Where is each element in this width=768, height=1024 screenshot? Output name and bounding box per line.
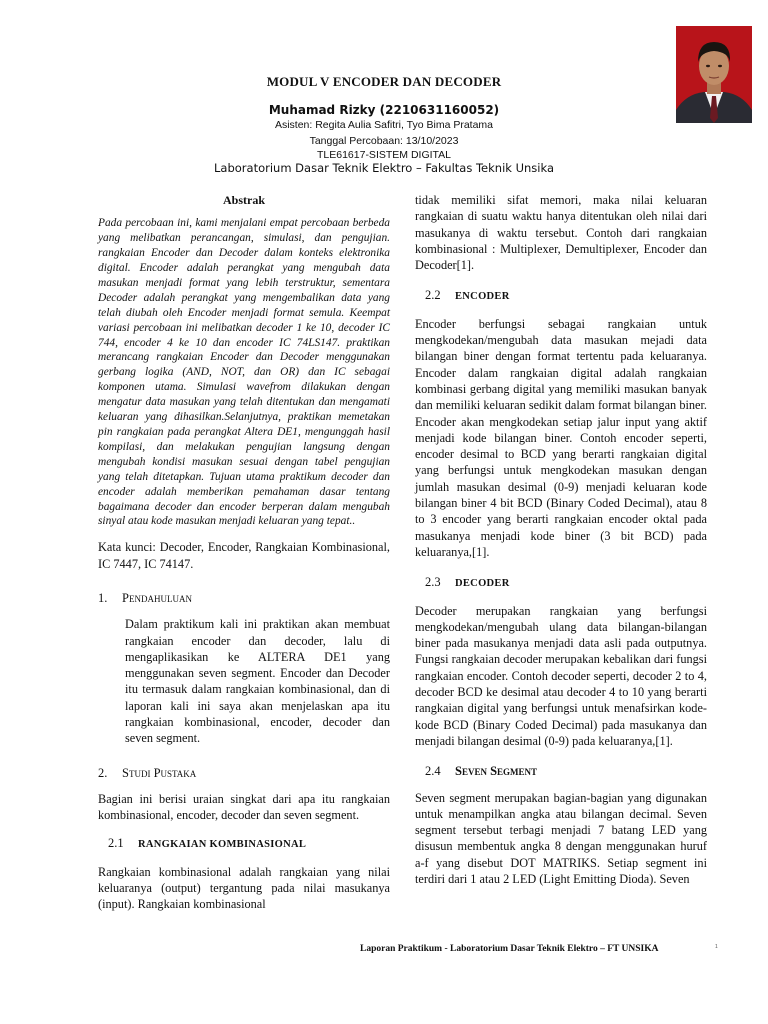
section-number: 1. — [98, 590, 108, 605]
date-line: Tanggal Percobaan: 13/10/2023 — [309, 135, 459, 147]
page-footer: Laporan Praktikum - Laboratorium Dasar Teknik Elektro – FT UNSIKA — [360, 944, 659, 954]
course-line: TLE61617-SISTEM DIGITAL — [316, 149, 452, 161]
abstract-text: Pada percobaan ini, kami menjalani empat percobaan berbeda yang melibatkan perancangan, simulasi, dan pengujian. rangkaian Encoder dan Decoder dalam konteks elektronika digital. Encoder adalah perangkat yang mengubah data masukan menjadi format yang lebih terstruktur, sementara Decoder adalah perangkat yang mengembalikan data yang telah diubah oleh Encoder menjadi format semula. Keempat variasi percobaan ini melibatkan decoder 1 ke 10, decoder IC 744, encoder 4 ke 10 dan encoder IC 74LS147. praktikan merancang rangkaian Encoder dan Decoder menggunakan gerbang logika (AND, NOT, dan OR) dan IC sebagai komponen utama. Simulasi wavefrom dilakukan dengan mengatur data masukan yang telah ditentukan dan mengamati keluaran yang dihasilkan.Selanjutnya, praktikan memetakan pin rangkaian pada perangkat Altera DE1, mengunggah hasil kompilasi, dan melakukan pengujian langsung dengan mengubah kondisi masukan sesuai dengan tabel pengujian yang telah ditetapkan. Tujuan utama praktikum decoder dan encoder adalah memberikan pemahaman dasar tentang bagaimana decoder dan encoder berperan dalam mengubah sinyal atau kode masukan menjadi keluaran yang tepat.. — [98, 217, 390, 528]
subsection-number: 2.2 — [425, 288, 441, 303]
subsection-title: RANGKAIAN KOMBINASIONAL — [138, 839, 307, 851]
section-2-1-heading — [98, 835, 390, 853]
assistant-line: Asisten: Regita Aulia Safitri, Tyo Bima Pratama — [274, 119, 494, 131]
section-2-2-heading — [415, 287, 707, 305]
lab-affiliation: Laboratorium Dasar Teknik Elektro – Fakultas Teknik Unsika — [214, 161, 554, 175]
subsection-number: 2.4 — [425, 764, 441, 779]
keywords: Kata kunci: Decoder, Encoder, Rangkaian Kombinasional, IC 7447, IC 74147. — [98, 540, 390, 571]
subsection-title: DECODER — [455, 578, 510, 590]
section-number: 2. — [98, 765, 108, 780]
page-number: 1 — [715, 944, 718, 950]
subsection-title: Seven Segment — [455, 764, 538, 779]
paper-title: MODUL V ENCODER DAN DECODER — [266, 74, 502, 89]
section-1-text: Dalam praktikum kali ini praktikan akan membuat rangkaian encoder dan decoder, lalu di mengaplikasikan ke ALTERA DE1 yang menggunakan seven segment. Encoder dan Decoder itu termasuk dalam rangkaian kombinasional, dan di laporan kali ini saya akan menjelaskan apa itu rangkaian kombinasional, encoder, decoder dan seven segment. — [125, 617, 390, 746]
abstract-title: Abstrak — [222, 193, 265, 207]
section-2-text: Bagian ini berisi uraian singkat dari apa itu rangkaian kombinasional, encoder, decoder dan seven segment. — [98, 791, 390, 823]
left-column — [98, 192, 390, 913]
section-title: Studi Pustaka — [122, 765, 197, 780]
section-2-1-text: Rangkaian kombinasional adalah rangkaian yang nilai keluaranya (output) tergantung pada nilai masukanya (input). Rangkaian kombinasional — [98, 864, 390, 912]
section-2-heading — [98, 765, 390, 781]
section-2-4-text: Seven segment merupakan bagian-bagian yang digunakan untuk menampilkan angka atau bilangan decimal. Seven segment tersebut terbagi menjadi 7 batang LED yang disusun membentuk angka 8 dengan menggunakan huruf a-f yang disebut DOT MATRIKS. Setiap segment ini terdiri dari 1 atau 2 LED (Light Emitting Dioda). Seven — [415, 790, 707, 886]
subsection-title: ENCODER — [455, 291, 510, 303]
section-1-heading — [98, 590, 390, 606]
section-2-3-heading — [415, 574, 707, 592]
section-2-2-text: Encoder berfungsi sebagai rangkaian untuk mengkodekan/mengubah data masukan mejadi data bilangan biner dengan format tertentu pada keluaranya. Encoder dalam rangkaian digital adalah rangkaian kombinasi gerbang digital yang memiliki masukan banyak dan memiliki keluaran sedikit dalam format bilangan biner. Encoder akan mengkodekan setiap jalur input yang aktif menjadi kode bilangan biner. Contoh encoder seperti, encoder desimal to BCD yang berarti rangkaian digital yang berfungsi untuk mengkodekan masukan dengan jumlah masukan desimal (0-9) menjadi keluaran kode bilangan biner 4 bit BCD (Binary Coded Decimal), atau 8 to 3 encoder yang berarti rangkaian encoder oktal pada masukanya menjadi kode biner (3 bit BCD) pada keluaranya,[1]. — [415, 316, 707, 559]
section-2-1-text-continued: tidak memiliki sifat memori, maka nilai keluaran rangkaian di suatu waktu hanya ditentukan oleh nilai dari masukanya di waktu tersebut. Contoh dari rangkaian kombinasional : Multiplexer, Demultiplexer, Encoder dan Decoder[1]. — [415, 193, 707, 273]
subsection-number: 2.1 — [108, 836, 124, 851]
right-column — [415, 192, 707, 887]
author-name: Muhamad Rizky (2210631160052) — [268, 103, 500, 117]
section-title: Pendahuluan — [122, 590, 192, 605]
section-2-3-text: Decoder merupakan rangkaian yang berfungsi mengkodekan/mengubah ulang data bilangan-bilangan biner pada masukanya menjadi data asli pada outputnya. Fungsi rangkaian decoder merupakan kebalikan dari fungsi rangkaian encoder. Contoh decoder seperti, decoder 2 to 4, decoder BCD ke desimal atau decoder 4 to 10 yang berarti rangkaian digital yang berfungsi untuk menafsirkan kode-kode BCD (Binary Coded Decimal) pada masukanya dan menjadi bilangan desimal (0-9) pada keluaranya,[1]. — [415, 603, 707, 748]
subsection-number: 2.3 — [425, 575, 441, 590]
section-2-4-heading — [415, 763, 707, 779]
